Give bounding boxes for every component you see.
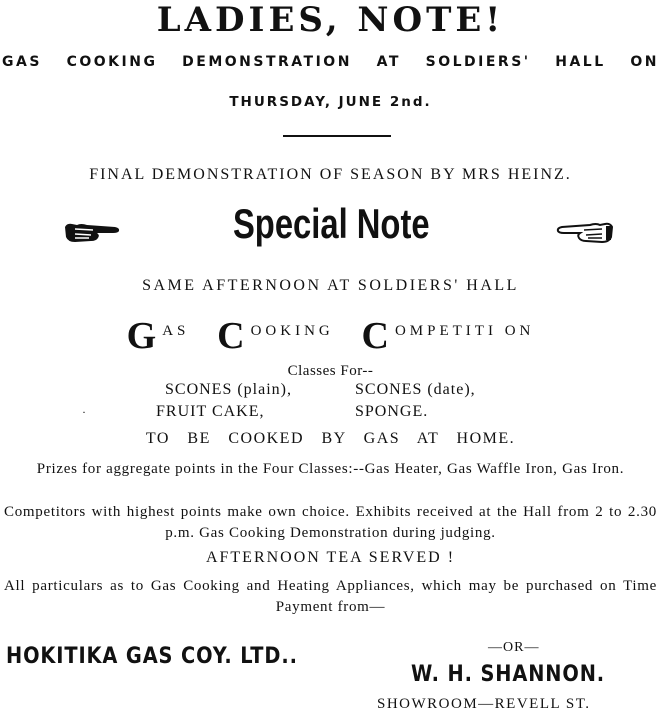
same-afternoon: SAME AFTERNOON AT SOLDIERS' HALL	[142, 277, 519, 294]
final-demonstration: FINAL DEMONSTRATION OF SEASON BY MRS HEINZ.	[89, 166, 572, 183]
class-item: FRUIT CAKE,	[156, 403, 265, 420]
particulars-paragraph: All particulars as to Gas Cooking and Heating Appliances, which may be purchased on Time Payment from—	[4, 578, 657, 615]
or-separator: —OR—	[488, 640, 540, 655]
divider-rule	[283, 135, 391, 137]
class-item: SPONGE.	[355, 403, 429, 420]
competitors-paragraph: Competitors with highest points make own choice. Exhibits received at the Hall from 2 to 2.30 p.m. Gas Cooking Demonstration during judging.	[4, 504, 657, 541]
event-date: THURSDAY, JUNE 2nd.	[229, 94, 432, 110]
subhead-word: AT	[376, 54, 401, 70]
competition-word: C OMPETITI ON	[361, 315, 535, 357]
subheadline	[0, 54, 661, 70]
competition-heading	[0, 314, 661, 358]
classes-for-label: Classes For--	[287, 363, 374, 379]
pointing-hand-left-icon	[556, 220, 614, 246]
company-name: HOKITIKA GAS COY. LTD..	[6, 644, 298, 669]
shannon-name: W. H. SHANNON.	[411, 662, 606, 687]
cooked-by-gas-line: TO BE COOKED BY GAS AT HOME.	[145, 430, 516, 447]
competition-word: C OOKING	[217, 315, 334, 357]
subhead-word: DEMONSTRATION	[182, 54, 352, 70]
class-item: SCONES (plain),	[165, 381, 292, 398]
prizes-paragraph: Prizes for aggregate points in the Four Classes:--Gas Heater, Gas Waffle Iron, Gas Iron.	[36, 461, 625, 477]
showroom-address: SHOWROOM—REVELL ST.	[377, 696, 591, 712]
print-speck: ·	[82, 405, 86, 419]
afternoon-tea: AFTERNOON TEA SERVED !	[205, 549, 456, 566]
subhead-word: ON	[630, 54, 659, 70]
headline: LADIES, NOTE!	[156, 0, 505, 40]
competition-word: GAS	[126, 315, 190, 357]
subhead-word: GAS	[2, 54, 42, 70]
special-note-heading: Special Note	[232, 200, 430, 247]
subhead-word: SOLDIERS'	[425, 54, 531, 70]
class-item: SCONES (date),	[355, 381, 476, 398]
subhead-word: HALL	[555, 54, 606, 70]
subhead-word: COOKING	[66, 54, 158, 70]
